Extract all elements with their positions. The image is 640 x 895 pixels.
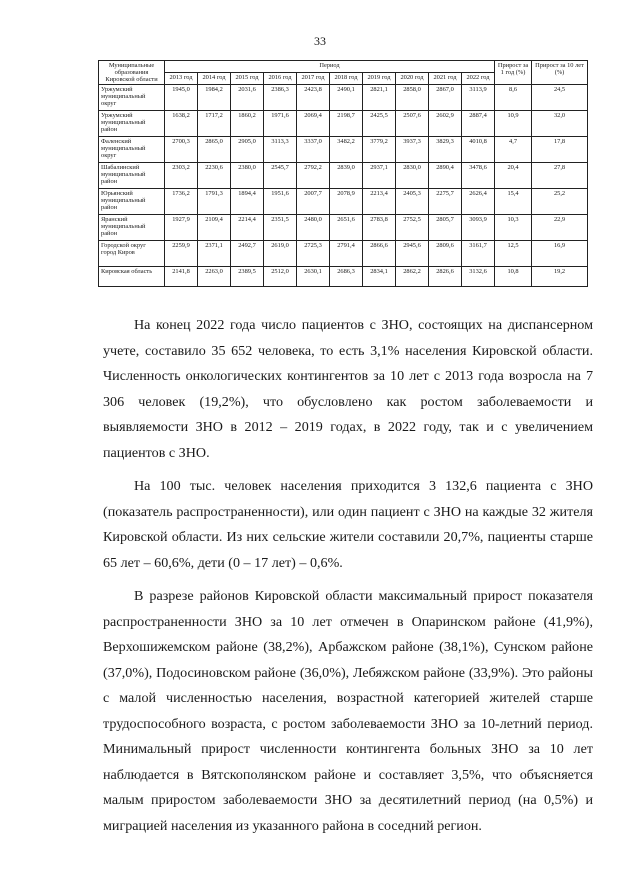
growth-10-years-cell: 27,8 [532,163,588,189]
value-cell: 2490,1 [330,85,363,111]
value-cell: 2602,9 [429,111,462,137]
value-cell: 2862,2 [396,267,429,287]
value-cell: 1927,9 [165,215,198,241]
value-cell: 2512,0 [264,267,297,287]
body-paragraph: На конец 2022 года число пациентов с ЗНО, состоящих на диспансерном учете, составило 35 652 человека, то есть 3,1% населения Кировской области. Численность онкологических контингентов за 10 лет с 2013 года возросла на 7 306 человек (19,2%), что обусловлено как ростом заболеваемости и выявляемости ЗНО в 2012 – 2019 годах, в 2022 году, так и с увеличением пациентов с ЗНО. [103,317,593,461]
table-row [99,189,588,215]
value-cell: 1971,6 [264,111,297,137]
value-cell: 3113,9 [462,85,495,111]
year-column-header: 2015 год [231,73,264,85]
growth-10-years-cell: 25,2 [532,189,588,215]
value-cell: 2351,5 [264,215,297,241]
value-cell: 3478,6 [462,163,495,189]
body-paragraph: На 100 тыс. человек населения приходится 3 132,6 пациента с ЗНО (показатель распространенности), или один пациент с ЗНО на каждые 32 жителя Кировской области. Из них сельские жители составили 20,7%, пациенты старше 65 лет – 60,6%, дети (0 – 17 лет) – 0,6%. [103,478,593,571]
period-column-header: Период [165,61,495,73]
value-cell: 2626,4 [462,189,495,215]
value-cell: 2887,4 [462,111,495,137]
value-cell: 2945,6 [396,241,429,267]
value-cell: 2213,4 [363,189,396,215]
municipality-name-cell: Уржумский муниципальный район [99,111,165,137]
value-cell: 2858,0 [396,85,429,111]
value-cell: 1945,0 [165,85,198,111]
growth-1-year-cell: 10,8 [495,267,532,287]
value-cell: 2937,1 [363,163,396,189]
value-cell: 2725,3 [297,241,330,267]
value-cell: 2630,1 [297,267,330,287]
value-cell: 2425,5 [363,111,396,137]
table-row [99,215,588,241]
growth-1-year-column-header: Прирост за 1 год (%) [495,61,532,85]
value-cell: 2078,9 [330,189,363,215]
table-row [99,137,588,163]
value-cell: 2619,0 [264,241,297,267]
value-cell: 4010,8 [462,137,495,163]
value-cell: 3113,3 [264,137,297,163]
value-cell: 3161,7 [462,241,495,267]
value-cell: 2865,0 [198,137,231,163]
table-header-row [99,61,588,73]
value-cell: 2141,8 [165,267,198,287]
value-cell: 2830,0 [396,163,429,189]
value-cell: 2109,4 [198,215,231,241]
growth-10-years-cell: 17,8 [532,137,588,163]
value-cell: 2867,0 [429,85,462,111]
value-cell: 2821,1 [363,85,396,111]
municipality-name-cell: Яранский муниципальный район [99,215,165,241]
year-column-header: 2018 год [330,73,363,85]
value-cell: 2492,7 [231,241,264,267]
value-cell: 2069,4 [297,111,330,137]
table-row [99,163,588,189]
value-cell: 1791,3 [198,189,231,215]
value-cell: 2389,5 [231,267,264,287]
year-column-header: 2016 год [264,73,297,85]
value-cell: 2371,1 [198,241,231,267]
value-cell: 2405,3 [396,189,429,215]
growth-1-year-cell: 8,6 [495,85,532,111]
value-cell: 2230,6 [198,163,231,189]
municipality-name-cell: Шабалинский муниципальный район [99,163,165,189]
year-column-header: 2021 год [429,73,462,85]
value-cell: 2423,8 [297,85,330,111]
value-cell: 3779,2 [363,137,396,163]
value-cell: 2545,7 [264,163,297,189]
value-cell: 2198,7 [330,111,363,137]
growth-10-years-cell: 19,2 [532,267,588,287]
value-cell: 1717,2 [198,111,231,137]
value-cell: 2809,6 [429,241,462,267]
value-cell: 2866,6 [363,241,396,267]
year-column-header: 2013 год [165,73,198,85]
table-row [99,85,588,111]
municipality-name-cell: Уржумский муниципальный округ [99,85,165,111]
value-cell: 2686,3 [330,267,363,287]
page-number: 33 [314,34,326,48]
table-row [99,241,588,267]
value-cell: 3937,3 [396,137,429,163]
value-cell: 2275,7 [429,189,462,215]
prevalence-table [98,60,588,287]
year-column-header: 2022 год [462,73,495,85]
value-cell: 1894,4 [231,189,264,215]
growth-1-year-cell: 10,3 [495,215,532,241]
table-row [99,267,588,287]
municipality-name-cell: Фаленский муниципальный округ [99,137,165,163]
value-cell: 3132,6 [462,267,495,287]
growth-10-years-cell: 16,9 [532,241,588,267]
value-cell: 1951,6 [264,189,297,215]
municipality-name-cell: Юрьянский муниципальный район [99,189,165,215]
growth-1-year-cell: 12,5 [495,241,532,267]
entity-column-header: Муниципальные образования Кировской области [99,61,165,85]
value-cell: 3093,9 [462,215,495,241]
value-cell: 2805,7 [429,215,462,241]
value-cell: 3829,3 [429,137,462,163]
value-cell: 2791,4 [330,241,363,267]
value-cell: 2651,6 [330,215,363,241]
value-cell: 1638,2 [165,111,198,137]
value-cell: 2783,8 [363,215,396,241]
growth-1-year-cell: 15,4 [495,189,532,215]
value-cell: 2386,3 [264,85,297,111]
value-cell: 2007,7 [297,189,330,215]
value-cell: 2826,6 [429,267,462,287]
value-cell: 2890,4 [429,163,462,189]
table-row [99,111,588,137]
value-cell: 1984,2 [198,85,231,111]
value-cell: 2839,0 [330,163,363,189]
municipality-name-cell: Городской округ город Киров [99,241,165,267]
growth-1-year-cell: 10,9 [495,111,532,137]
year-column-header: 2014 год [198,73,231,85]
value-cell: 2214,4 [231,215,264,241]
value-cell: 2792,2 [297,163,330,189]
value-cell: 1736,2 [165,189,198,215]
value-cell: 2752,5 [396,215,429,241]
value-cell: 3337,0 [297,137,330,163]
year-column-header: 2020 год [396,73,429,85]
value-cell: 3482,2 [330,137,363,163]
value-cell: 2263,0 [198,267,231,287]
value-cell: 2700,3 [165,137,198,163]
growth-10-years-cell: 32,0 [532,111,588,137]
body-paragraph: В разрезе районов Кировской области максимальный прирост показателя распространенности ЗНО за 10 лет отмечен в Опаринском районе (41,9%), Верхошижемском районе (38,2%), Арбажском районе (38,1%), Сунском районе (37,0%), Подосиновском районе (36,0%), Лебяжском районе (33,9%). Это районы с малой численностью населения, возрастной категорией жителей старше трудоспособного возраста, с ростом заболеваемости ЗНО за 10-летний период. Минимальный прирост численности контингента больных ЗНО за 10 лет наблюдается в Вятскополянском районе и составляет 3,5%, что объясняется малым приростом заболеваемости ЗНО за десятилетний период (на 0,5%) и миграцией населения из указанного района в соседний регион. [103,588,593,834]
year-column-header: 2017 год [297,73,330,85]
value-cell: 2834,1 [363,267,396,287]
growth-10-years-cell: 22,9 [532,215,588,241]
growth-1-year-cell: 4,7 [495,137,532,163]
value-cell: 2259,9 [165,241,198,267]
value-cell: 2480,0 [297,215,330,241]
growth-10-years-cell: 24,5 [532,85,588,111]
value-cell: 2380,0 [231,163,264,189]
value-cell: 2905,0 [231,137,264,163]
value-cell: 2031,6 [231,85,264,111]
growth-10-years-column-header: Прирост за 10 лет (%) [532,61,588,85]
growth-1-year-cell: 20,4 [495,163,532,189]
body-text [103,313,593,839]
municipality-name-cell: Кировская область [99,267,165,287]
year-column-header: 2019 год [363,73,396,85]
value-cell: 1860,2 [231,111,264,137]
value-cell: 2507,6 [396,111,429,137]
value-cell: 2303,2 [165,163,198,189]
